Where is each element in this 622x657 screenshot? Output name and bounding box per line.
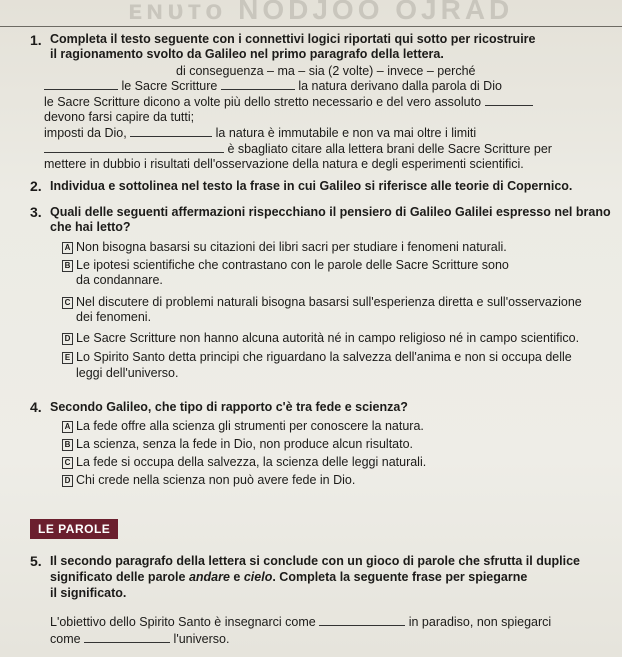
ex1-text-l1b: la natura derivano dalla parola di Dio	[298, 79, 502, 93]
ex1-text-line6: mettere in dubbio i risultati dell'osservazione della natura e degli esperimenti scientifici.	[44, 157, 524, 171]
exercise-2-number: 2.	[30, 178, 42, 194]
ex1-text-l4a: imposti da Dio,	[44, 126, 127, 140]
exercise-5-number: 5.	[30, 553, 42, 569]
exercise-1-prompt-line2: il ragionamento svolto da Galileo nel primo paragrafo della lettera.	[50, 47, 444, 61]
ex1-blank-5[interactable]	[44, 152, 224, 153]
ex1-text-line4	[44, 126, 476, 140]
exercise-2-prompt: Individua e sottolinea nel testo la frase in cui Galileo si riferisce alle teorie di Copernico.	[50, 179, 573, 193]
exercise-1-prompt-line1: Completa il testo seguente con i connettivi logici riportati qui sotto per ricostruire	[50, 32, 536, 46]
exercise-3-prompt-line2: che hai letto?	[50, 220, 131, 234]
exercise-5-prompt-line1: Il secondo paragrafo della lettera si conclude con un gioco di parole che sfrutta il duplice	[50, 554, 580, 568]
ex5-prompt-part-a: significato delle parole	[50, 570, 189, 584]
checkbox-4a[interactable]: A	[62, 421, 73, 433]
ex1-blank-4[interactable]	[130, 136, 212, 137]
ex4-option-b[interactable]	[62, 437, 413, 451]
checkbox-4d[interactable]: D	[62, 475, 73, 487]
checkbox-b[interactable]: B	[62, 260, 73, 272]
ex5-fill-l2b: l'universo.	[173, 632, 230, 646]
ex4-option-d[interactable]	[62, 473, 355, 487]
exercise-4-prompt: Secondo Galileo, che tipo di rapporto c'è tra fede e scienza?	[50, 400, 408, 414]
ex4-option-a-text: La fede offre alla scienza gli strumenti per conoscere la natura.	[76, 419, 424, 433]
checkbox-4b[interactable]: B	[62, 439, 73, 451]
ex1-text-l2: le Sacre Scritture dicono a volte più dello stretto necessario e del vero assoluto	[44, 95, 482, 109]
exercise-1-number: 1.	[30, 32, 42, 48]
ex3-option-c-text: Nel discutere di problemi naturali bisogna basarsi sull'esperienza diretta e sull'osservazione	[76, 295, 582, 309]
ex5-prompt-part-c: e	[229, 570, 244, 584]
ex1-text-l4b: la natura è immutabile e non va mai oltre i limiti	[215, 126, 477, 140]
checkbox-4c[interactable]: C	[62, 457, 73, 469]
ex3-option-a-text: Non bisogna basarsi su citazioni dei libri sacri per studiare i fenomeni naturali.	[76, 240, 507, 254]
ex1-text-line5	[44, 142, 552, 156]
ex4-option-b-text: La scienza, senza la fede in Dio, non produce alcun risultato.	[76, 437, 414, 451]
ex5-blank-1[interactable]	[319, 625, 405, 626]
ex1-text-line1	[44, 79, 502, 93]
ex3-option-e-text: Lo Spirito Santo detta principi che riguardano la salvezza dell'anima e non si occupa delle	[76, 350, 572, 364]
ex5-blank-2[interactable]	[84, 642, 170, 643]
checkbox-d[interactable]: D	[62, 333, 73, 345]
ex1-blank-3[interactable]	[485, 105, 533, 106]
faded-header-text: ᴇɴᴜᴛᴏ NODJOO OJRAD	[128, 0, 514, 25]
ex3-option-d[interactable]	[62, 331, 579, 345]
ex5-fill-l2a: come	[50, 632, 81, 646]
ex5-fill-l1a: L'obiettivo dello Spirito Santo è insegnarci come	[50, 615, 316, 629]
ex1-text-l3: devono farsi capire da tutti;	[44, 110, 195, 124]
ex1-blank-1[interactable]	[44, 89, 118, 90]
header-rule	[0, 26, 622, 27]
ex3-option-d-text: Le Sacre Scritture non hanno alcuna autorità né in campo religioso né in campo scientifico.	[76, 331, 580, 345]
section-badge-le-parole: LE PAROLE	[30, 519, 118, 539]
ex1-text-l1: le Sacre Scritture	[121, 79, 218, 93]
exercise-5-prompt-line3: il significato.	[50, 586, 127, 600]
ex1-text-l5: è sbagliato citare alla lettera brani delle Sacre Scritture per	[227, 142, 552, 156]
ex3-option-e-line2: leggi dell'universo.	[76, 366, 179, 380]
exercise-3-number: 3.	[30, 204, 42, 220]
ex1-text-line3	[44, 110, 194, 124]
ex4-option-a[interactable]	[62, 419, 424, 433]
ex5-word-cielo: cielo	[243, 570, 273, 584]
ex4-option-c[interactable]	[62, 455, 426, 469]
checkbox-c[interactable]: C	[62, 297, 73, 309]
ex5-fill-line1	[50, 615, 551, 629]
ex5-word-andare: andare	[188, 570, 230, 584]
exercise-4-number: 4.	[30, 399, 42, 415]
ex3-option-c-line2: dei fenomeni.	[76, 310, 152, 324]
ex4-option-c-text: La fede si occupa della salvezza, la scienza delle leggi naturali.	[76, 455, 427, 469]
ex3-option-b-text: Le ipotesi scientifiche che contrastano con le parole delle Sacre Scritture sono	[76, 258, 509, 272]
ex3-option-a[interactable]	[62, 240, 507, 254]
exercise-5-prompt-line2	[50, 570, 527, 584]
ex1-text-line2	[44, 95, 533, 109]
ex3-option-c[interactable]	[62, 295, 582, 309]
connectives-list: di conseguenza – ma – sia (2 volte) – invece – perché	[176, 64, 476, 78]
ex5-prompt-part-e: . Completa la seguente frase per spiegarne	[272, 570, 528, 584]
ex5-fill-line2	[50, 632, 229, 646]
ex3-option-e[interactable]	[62, 350, 572, 364]
ex5-fill-l1b: in paradiso, non spiegarci	[408, 615, 552, 629]
exercise-3-prompt-line1: Quali delle seguenti affermazioni rispecchiano il pensiero di Galileo Galilei espresso nel brano	[50, 205, 611, 219]
ex1-blank-2[interactable]	[221, 89, 295, 90]
checkbox-e[interactable]: E	[62, 352, 73, 364]
ex3-option-b-line2: da condannare.	[76, 273, 163, 287]
ex4-option-d-text: Chi crede nella scienza non può avere fede in Dio.	[76, 473, 356, 487]
ex3-option-b[interactable]	[62, 258, 509, 272]
checkbox-a[interactable]: A	[62, 242, 73, 254]
